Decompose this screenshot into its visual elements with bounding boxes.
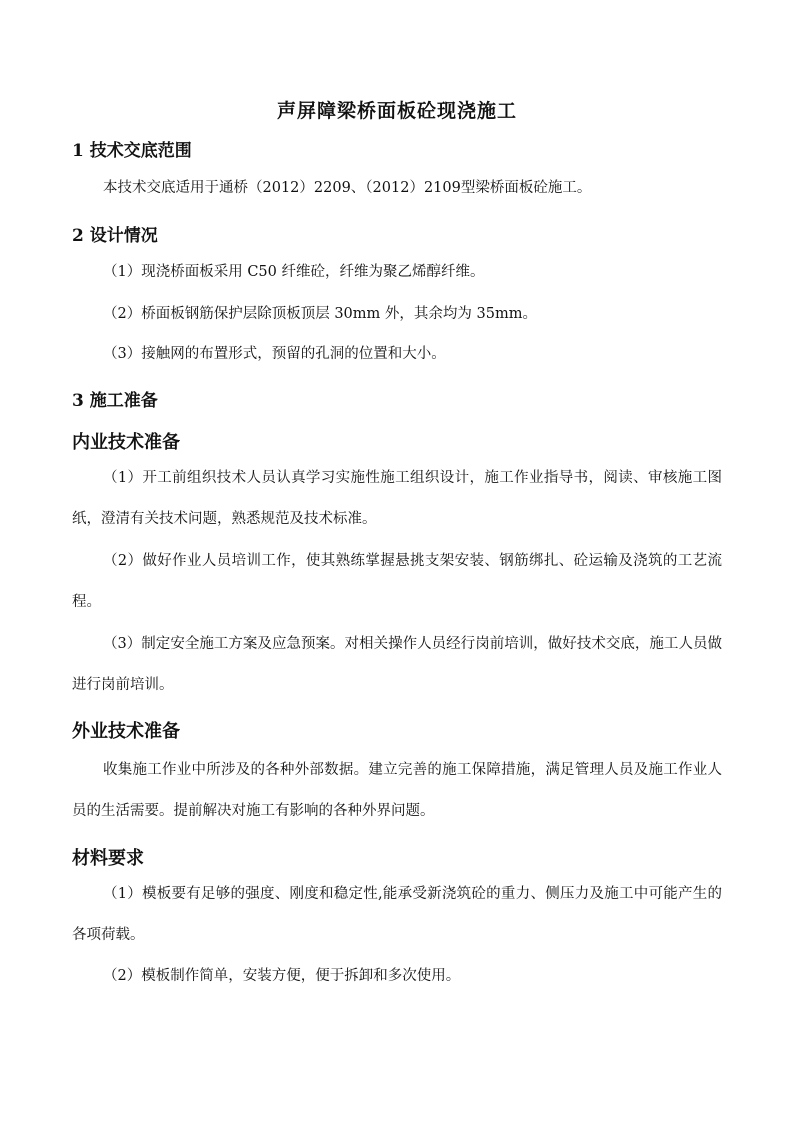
- materials-item-1: （1）模板要有足够的强度、刚度和稳定性,能承受新浇筑砼的重力、侧压力及施工中可能产生的各项荷载。: [72, 886, 722, 943]
- external-paragraph: 收集施工作业中所涉及的各种外部数据。建立完善的施工保障措施，满足管理人员及施工作业人员的生活需要。提前解决对施工有影响的各种外界问题。: [72, 762, 722, 819]
- section-heading-design: 2 设计情况: [72, 226, 158, 246]
- document-title: 声屏障梁桥面板砼现浇施工: [276, 100, 517, 122]
- internal-item-1: （1）开工前组织技术人员认真学习实施性施工组织设计，施工作业指导书，阅读、审核施工图纸，澄清有关技术问题，熟悉规范及技术标准。: [72, 470, 722, 527]
- subheading-external-preparation: 外业技术准备: [72, 721, 180, 742]
- subheading-internal-preparation: 内业技术准备: [72, 432, 180, 453]
- materials-item-2: （2）模板制作简单，安装方便，便于拆卸和多次使用。: [103, 968, 461, 984]
- section-heading-preparation: 3 施工准备: [72, 391, 158, 411]
- design-item-1: （1）现浇桥面板采用 C50 纤维砼，纤维为聚乙烯醇纤维。: [103, 264, 485, 280]
- design-item-2: （2）桥面板钢筋保护层除顶板顶层 30mm 外，其余均为 35mm。: [103, 306, 537, 322]
- scope-paragraph: 本技术交底适用于通桥（2012）2209、（2012）2109型梁桥面板砼施工。: [103, 180, 592, 196]
- internal-item-2: （2）做好作业人员培训工作，使其熟练掌握悬挑支架安装、钢筋绑扎、砼运输及浇筑的工艺流程。: [72, 553, 722, 610]
- section-heading-scope: 1 技术交底范围: [72, 141, 192, 161]
- internal-item-3: （3）制定安全施工方案及应急预案。对相关操作人员经行岗前培训，做好技术交底，施工人员做进行岗前培训。: [72, 636, 722, 693]
- design-item-3: （3）接触网的布置形式，预留的孔洞的位置和大小。: [103, 346, 446, 362]
- subheading-material-requirements: 材料要求: [72, 848, 144, 869]
